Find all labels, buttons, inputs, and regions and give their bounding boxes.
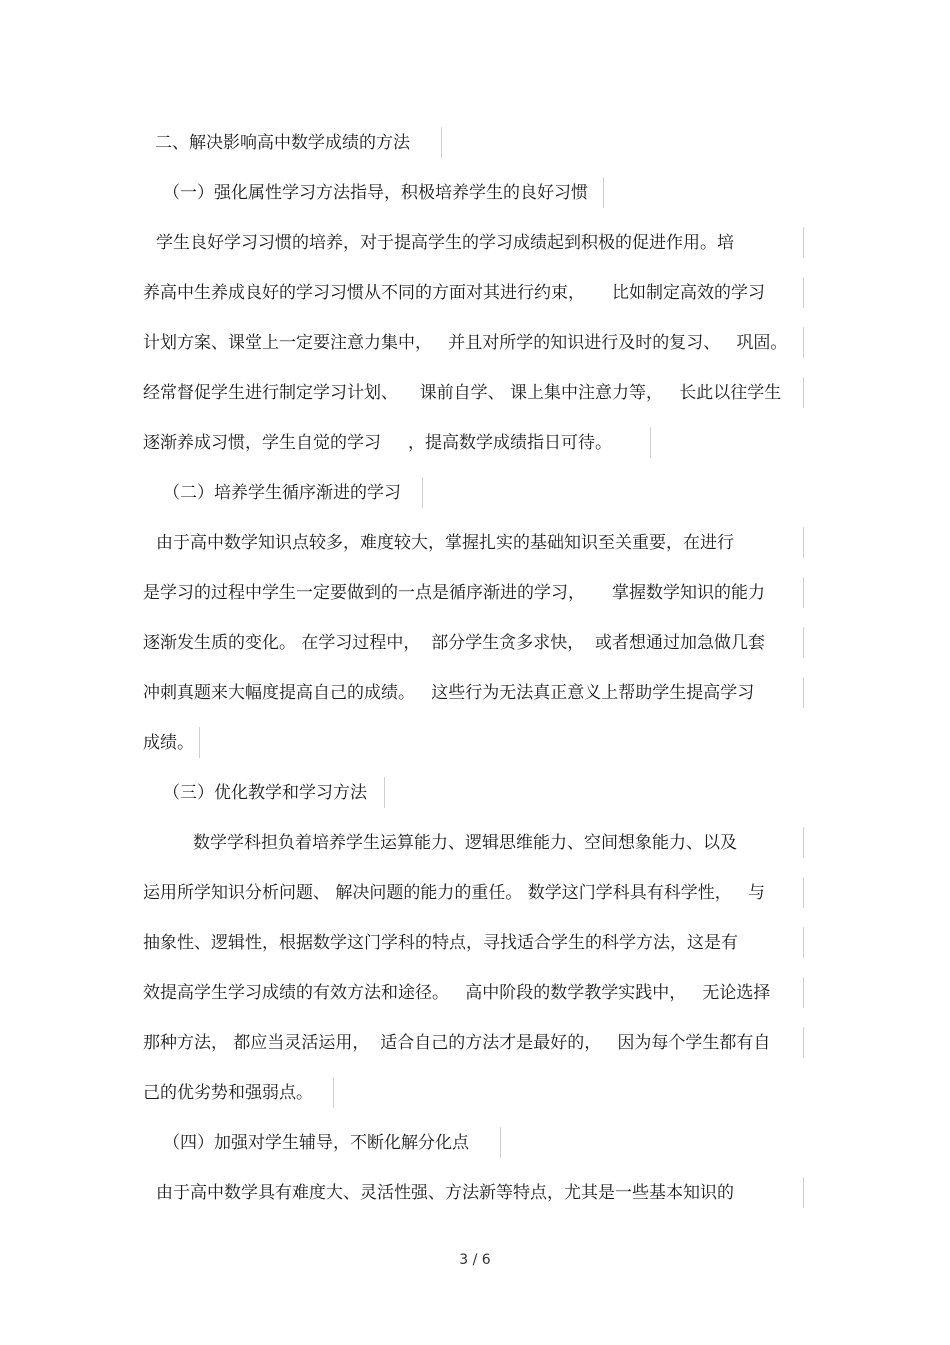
paragraph-line: 学生良好学习习惯的培养，对于提高学生的学习成绩起到积极的促进作用。培	[156, 233, 734, 253]
divider	[199, 727, 200, 758]
divider	[441, 127, 442, 158]
paragraph-line: 抽象性、逻辑性，根据数学这门学科的特点，寻找适合学生的科学方法，这是有	[143, 933, 738, 953]
paragraph-line: 计划方案、课堂上一定要注意力集中， 并且对所学的知识进行及时的复习、 巩固。	[143, 333, 788, 353]
paragraph-line: 逐渐发生质的变化。 在学习过程中， 部分学生贪多求快， 或者想通过加急做几套	[143, 633, 766, 653]
divider	[803, 377, 804, 408]
subsection-heading-2: （二）培养学生循序渐进的学习	[163, 483, 401, 503]
paragraph-line: 运用所学知识分析问题、 解决问题的能力的重任。 数学这门学科具有科学性， 与	[143, 883, 766, 903]
paragraph-line: 养高中生养成良好的学习习惯从不同的方面对其进行约束， 比如制定高效的学习	[143, 283, 766, 303]
paragraph-line: 己的优劣势和强弱点。	[143, 1083, 313, 1103]
divider	[803, 1177, 804, 1208]
divider	[333, 1077, 334, 1108]
divider	[650, 427, 651, 458]
subsection-heading-1: （一）强化属性学习方法指导，积极培养学生的良好习惯	[163, 183, 588, 203]
divider	[803, 1027, 804, 1058]
paragraph-line: 那种方法， 都应当灵活运用， 适合自己的方法才是最好的， 因为每个学生都有自	[143, 1033, 771, 1053]
divider	[803, 627, 804, 658]
divider	[803, 927, 804, 958]
divider	[803, 277, 804, 308]
divider	[803, 877, 804, 908]
divider	[803, 827, 804, 858]
divider	[803, 677, 804, 708]
paragraph-line: 效提高学生学习成绩的有效方法和途径。 高中阶段的数学教学实践中， 无论选择	[143, 983, 771, 1003]
divider	[803, 327, 804, 358]
divider	[803, 977, 804, 1008]
paragraph-line: 由于高中数学具有难度大、灵活性强、方法新等特点，尤其是一些基本知识的	[156, 1183, 734, 1203]
section-title: 二、解决影响高中数学成绩的方法	[155, 133, 410, 153]
divider	[803, 577, 804, 608]
divider	[384, 777, 385, 808]
divider	[803, 227, 804, 258]
paragraph-line: 经常督促学生进行制定学习计划、 课前自学、 课上集中注意力等， 长此以往学生	[143, 383, 782, 403]
paragraph-line: 冲刺真题来大幅度提高自己的成绩。 这些行为无法真正意义上帮助学生提高学习	[143, 683, 755, 703]
divider	[422, 477, 423, 508]
paragraph-line: 成绩。	[143, 733, 194, 753]
divider	[803, 527, 804, 558]
paragraph-line: 数学学科担负着培养学生运算能力、逻辑思维能力、空间想象能力、以及	[193, 833, 737, 853]
divider	[603, 177, 604, 208]
subsection-heading-4: （四）加强对学生辅导，不断化解分化点	[163, 1133, 469, 1153]
divider	[500, 1127, 501, 1158]
paragraph-line: 是学习的过程中学生一定要做到的一点是循序渐进的学习， 掌握数学知识的能力	[143, 583, 766, 603]
paragraph-line: 由于高中数学知识点较多，难度较大，掌握扎实的基础知识至关重要，在进行	[156, 533, 734, 553]
subsection-heading-3: （三）优化教学和学习方法	[163, 783, 367, 803]
page-number: 3 / 6	[459, 1252, 491, 1268]
paragraph-line: 逐渐养成习惯，学生自觉的学习 ，提高数学成绩指日可待。	[143, 433, 613, 453]
